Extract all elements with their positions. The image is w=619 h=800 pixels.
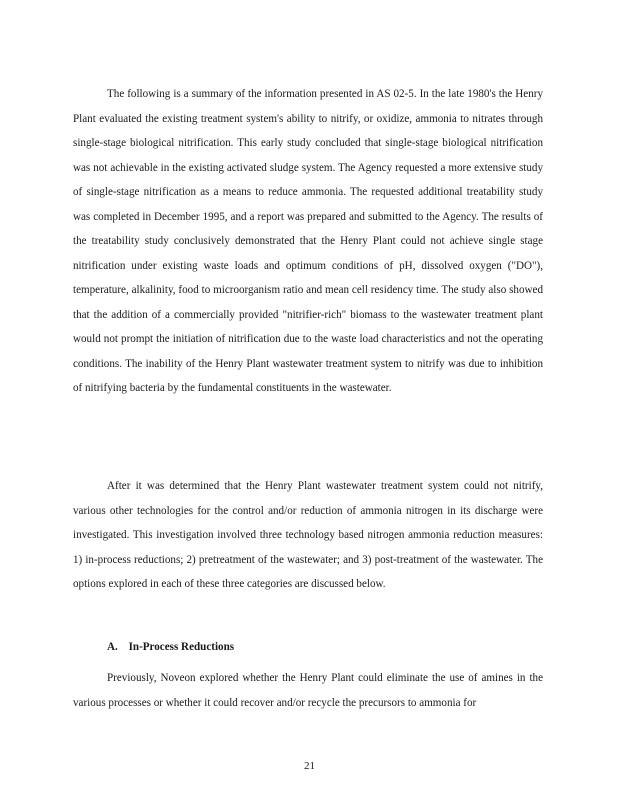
body-paragraph-1: [73, 82, 543, 401]
body-paragraph-2: [73, 474, 543, 597]
section-heading: [107, 641, 234, 653]
section-heading-letter: A.: [107, 641, 118, 653]
paragraph-text: The following is a summary of the information presented in AS 02-5. In the late 1980's the Henry Plant evaluated the existing treatment system's ability to nitrify, or oxidize, ammonia to nitrates through single-stage biological nitrification. This early study concluded that single-stage biological nitrification was not achievable in the existing activated sludge system. The Agency requested a more extensive study of single-stage nitrification as a means to reduce ammonia. The requested additional treatability study was completed in December 1995, and a report was prepared and submitted to the Agency. The results of the treatability study conclusively demonstrated that the Henry Plant could not achieve single stage nitrification under existing waste loads and optimum conditions of pH, dissolved oxygen ("DO"), temperature, alkalinity, food to microorganism ratio and mean cell residency time. The study also showed that the addition of a commercially provided "nitrifier-rich" biomass to the wastewater treatment plant would not prompt the initiation of nitrification due to the waste load characteristics and not the operating conditions. The inability of the Henry Plant wastewater treatment system to nitrify was due to inhibition of nitrifying bacteria by the fundamental constituents in the wastewater.: [73, 88, 543, 394]
paragraph-text: After it was determined that the Henry Plant wastewater treatment system could not nitrify, various other technologies for the control and/or reduction of ammonia nitrogen in its discharge were investigated. This investigation involved three technology based nitrogen ammonia reduction measures: 1) in-process reductions; 2) pretreatment of the wastewater; and 3) post-treatment of the wastewater. The options explored in each of these three categories are discussed below.: [73, 480, 543, 590]
section-heading-title: In-Process Reductions: [128, 641, 235, 653]
body-paragraph-3: [73, 666, 543, 715]
paragraph-text: Previously, Noveon explored whether the Henry Plant could eliminate the use of amines in the various processes or whether it could recover and/or recycle the precursors to ammonia for: [73, 672, 543, 709]
page-number: 21: [304, 760, 315, 772]
